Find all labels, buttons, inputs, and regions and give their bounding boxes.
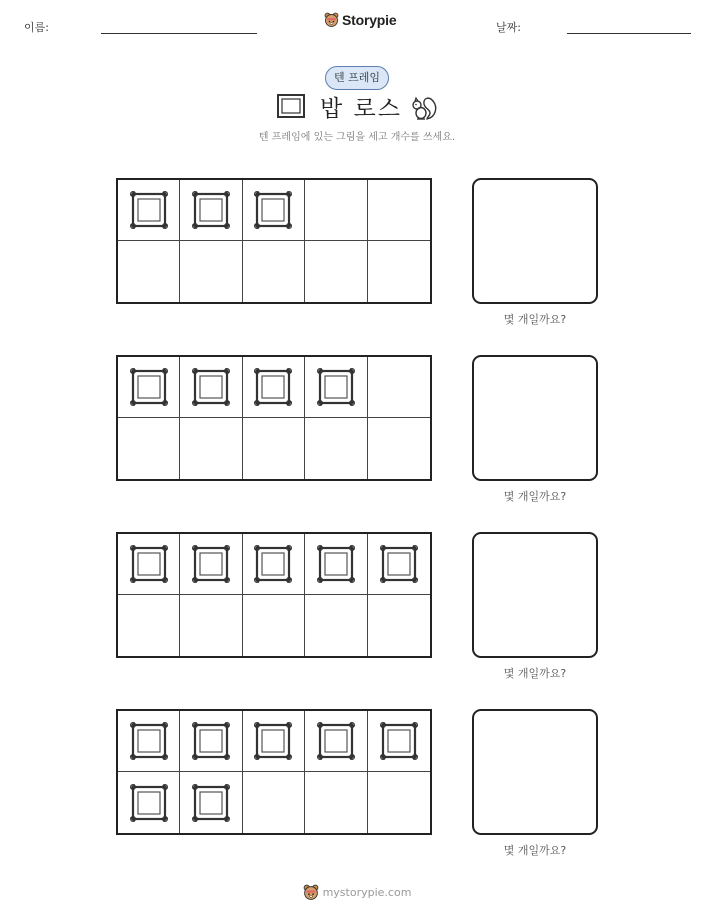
answer-box[interactable]: [472, 709, 598, 835]
ten-frame-cell: [243, 772, 305, 833]
storypie-logo-icon: [324, 12, 339, 28]
picture-frame-icon: [189, 781, 233, 825]
ten-frame-cell: [180, 418, 242, 479]
ten-frame-cell: [368, 180, 430, 241]
ten-frame-cell: [305, 772, 367, 833]
ten-frame-cell: [180, 711, 242, 772]
ten-frame-cell: [118, 241, 180, 302]
ten-frame-cell: [180, 357, 242, 418]
picture-frame-icon: [189, 188, 233, 232]
ten-frame: [116, 709, 432, 835]
ten-frame-cell: [368, 595, 430, 656]
question-label: 몇 개일까요?: [503, 490, 567, 503]
ten-frame-cell: [243, 418, 305, 479]
ten-frame-cell: [118, 711, 180, 772]
ten-frame-cell: [368, 711, 430, 772]
ten-frame-cell: [368, 418, 430, 479]
ten-frame-cell: [305, 711, 367, 772]
picture-frame-icon: [251, 365, 295, 409]
ten-frame-cell: [180, 241, 242, 302]
ten-frame: [116, 178, 432, 304]
brand: [324, 12, 396, 28]
picture-frame-icon: [127, 542, 171, 586]
ten-frame-cell: [305, 595, 367, 656]
picture-frame-icon: [276, 93, 306, 119]
picture-frame-icon: [127, 365, 171, 409]
answer-box[interactable]: [472, 178, 598, 304]
ten-frame-cell: [243, 595, 305, 656]
ten-frame-cell: [180, 534, 242, 595]
ten-frame-cell: [243, 711, 305, 772]
ten-frame-cell: [180, 180, 242, 241]
picture-frame-icon: [314, 719, 358, 763]
ten-frame-cell: [368, 772, 430, 833]
ten-frame-cell: [368, 534, 430, 595]
ten-frame-cell: [305, 241, 367, 302]
picture-frame-icon: [251, 719, 295, 763]
page-title: 밥 로스: [320, 96, 402, 122]
topic-pill: 텐 프레임: [325, 66, 389, 90]
picture-frame-icon: [314, 542, 358, 586]
picture-frame-icon: [189, 542, 233, 586]
date-label: 날짜:: [496, 21, 521, 34]
ten-frame-cell: [243, 180, 305, 241]
picture-frame-icon: [377, 719, 421, 763]
ten-frame-cell: [305, 357, 367, 418]
answer-box[interactable]: [472, 532, 598, 658]
picture-frame-icon: [189, 719, 233, 763]
picture-frame-icon: [127, 719, 171, 763]
ten-frame-cell: [118, 772, 180, 833]
ten-frame-cell: [368, 357, 430, 418]
ten-frame-cell: [180, 595, 242, 656]
ten-frame-cell: [118, 357, 180, 418]
date-line: [567, 33, 691, 34]
name-label: 이름:: [24, 21, 49, 34]
question-label: 몇 개일까요?: [503, 844, 567, 857]
ten-frame-cell: [118, 418, 180, 479]
picture-frame-icon: [127, 188, 171, 232]
ten-frame-cell: [118, 595, 180, 656]
picture-frame-icon: [251, 542, 295, 586]
footer-url: mystorypie.com: [322, 886, 412, 899]
name-line: [101, 33, 257, 34]
picture-frame-icon: [377, 542, 421, 586]
picture-frame-icon: [314, 365, 358, 409]
answer-box[interactable]: [472, 355, 598, 481]
storypie-logo-icon: [303, 884, 319, 901]
squirrel-icon: [409, 92, 439, 122]
ten-frame-cell: [243, 357, 305, 418]
ten-frame: [116, 532, 432, 658]
footer: [0, 884, 714, 901]
ten-frame-cell: [368, 241, 430, 302]
ten-frame-cell: [305, 418, 367, 479]
ten-frame-cell: [180, 772, 242, 833]
ten-frame-cell: [305, 534, 367, 595]
title-row: [0, 90, 714, 124]
question-label: 몇 개일까요?: [503, 667, 567, 680]
ten-frame-cell: [118, 534, 180, 595]
picture-frame-icon: [189, 365, 233, 409]
ten-frame: [116, 355, 432, 481]
picture-frame-icon: [251, 188, 295, 232]
ten-frame-cell: [305, 180, 367, 241]
ten-frame-cell: [243, 534, 305, 595]
brand-name: Storypie: [342, 12, 397, 28]
instructions: 텐 프레임에 있는 그림을 세고 개수를 쓰세요.: [258, 132, 456, 143]
picture-frame-icon: [127, 781, 171, 825]
ten-frame-cell: [118, 180, 180, 241]
question-label: 몇 개일까요?: [503, 313, 567, 326]
ten-frame-cell: [243, 241, 305, 302]
